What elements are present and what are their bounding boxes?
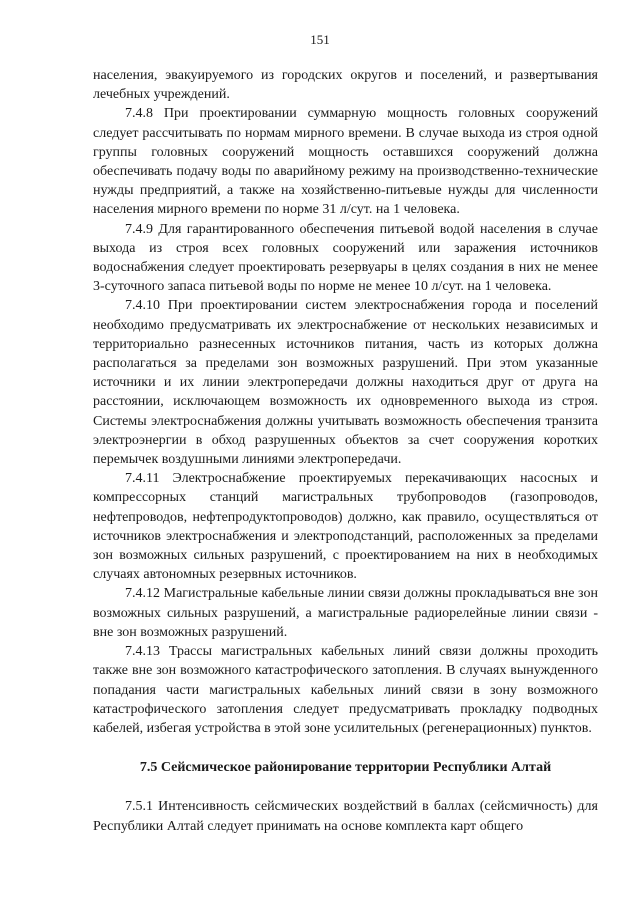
body-text	[93, 66, 598, 836]
paragraph-7-4-12: 7.4.12 Магистральные кабельные линии связи должны прокладываться вне зон возможных сильных разрушений, а магистральные радиорелейные линии связи - вне зон возможных разрушений.	[93, 586, 598, 640]
paragraph-7-4-9: 7.4.9 Для гарантированного обеспечения питьевой водой населения в случае выхода из строя всех головных сооружений или заражения источников водоснабжения следует проектировать резервуары в целях создания в них не менее 3-суточного запаса питьевой воды по норме не менее 10 л/сут. на 1 человека.	[93, 221, 598, 295]
paragraph-7-4-13: 7.4.13 Трассы магистральных кабельных линий связи должны проходить также вне зон возможного катастрофического затопления. В случаях вынужденного попадания части магистральных кабельных линий связи в зону возможного катастрофического затопления следует предусматривать прокладку подводных кабелей, избегая устройства в этой зоне усилительных (регенерационных) пунктов.	[93, 644, 598, 736]
paragraph-7-4-11: 7.4.11 Электроснабжение проектируемых перекачивающих насосных и компрессорных станций магистральных трубопроводов (газопроводов, нефтепроводов, нефтепродуктопроводов) должно, как правило, осуществляться от источников электроснабжения и электроподстанций, расположенных за пределами зон возможных сильных разрушений, с проектированием на них в необходимых случаях автономных резервных источников.	[93, 471, 598, 583]
page-number: 151	[310, 32, 330, 47]
paragraph-7-4-10: 7.4.10 При проектировании систем электроснабжения города и поселений необходимо предусматривать их электроснабжение от нескольких независимых и территориально разнесенных источников питания, часть из которых должна располагаться за пределами зон возможных разрушений. При этом указанные источники и их линии электропередачи должны находиться друг от друга на расстоянии, исключающем возможность их одновременного выхода из строя. Системы электроснабжения должны учитывать возможность обеспечения транзита электроэнергии в обход разрушенных объектов за счет сооружения коротких перемычек воздушными линиями электропередачи.	[93, 298, 598, 468]
section-heading: 7.5 Сейсмическое районирование территории Республики Алтай	[139, 760, 552, 776]
paragraph-continuation: населения, эвакуируемого из городских округов и поселений, и развертывания лечебных учреждений.	[93, 68, 598, 103]
paragraph-7-4-8: 7.4.8 При проектировании суммарную мощность головных сооружений следует рассчитывать по нормам мирного времени. В случае выхода из строя одной группы головных сооружений мощность оставшихся сооружений должна обеспечивать подачу воды по аварийному режиму на производственно-технические нужды предприятий, а также на хозяйственно-питьевые нужды для численности населения мирного времени по норме 31 л/сут. на 1 человека.	[93, 106, 598, 218]
paragraph-7-5-1: 7.5.1 Интенсивность сейсмических воздействий в баллах (сейсмичность) для Республики Алтай следует принимать на основе комплекта карт общего	[93, 799, 598, 834]
